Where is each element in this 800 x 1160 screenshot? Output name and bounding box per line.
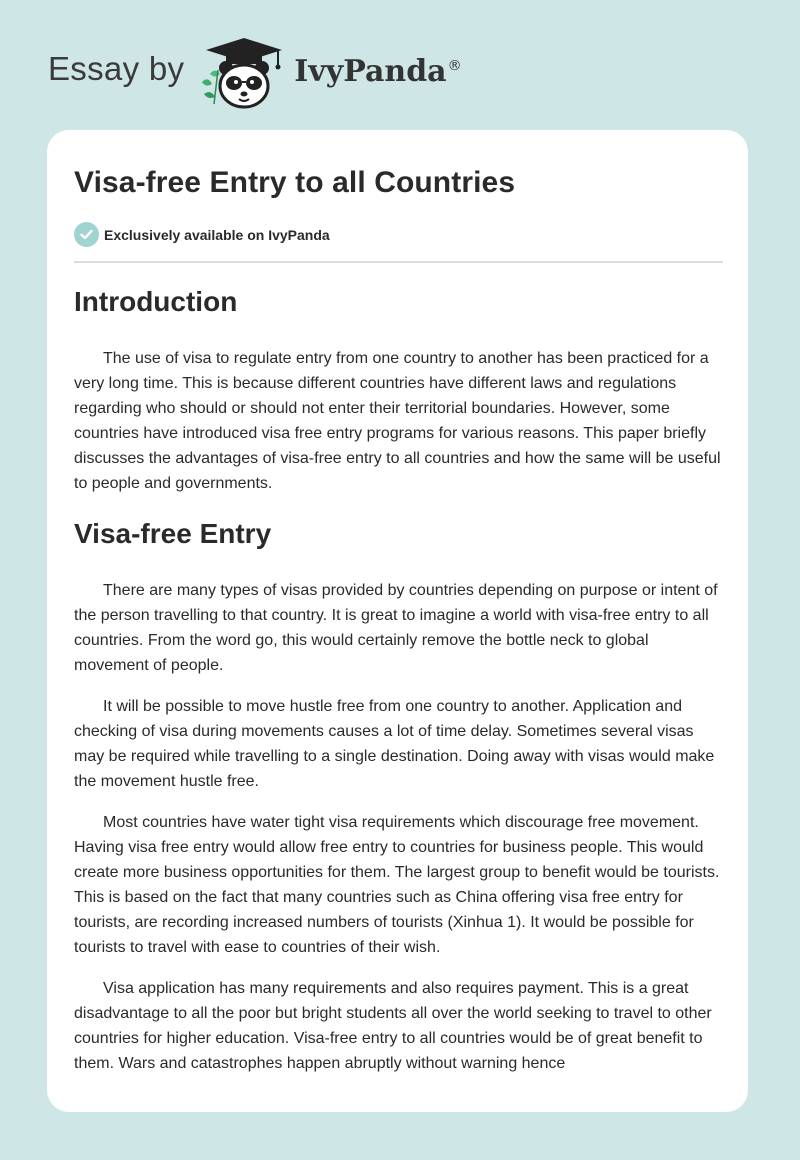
section-heading-visa-free-entry: Visa-free Entry	[74, 518, 272, 549]
paragraph: There are many types of visas provided by countries depending on purpose or intent of the person travelling to that country. It is great to imagine a world with visa-free entry to all countries. From the word go, this would certainly remove the bottle neck to global movement of people.	[74, 582, 718, 674]
paragraph: Visa application has many requirements and also requires payment. This is a great disadvantage to all the poor but bright students all over the world seeking to travel to other countries for higher education. Visa-free entry to all countries would be of great benefit to them. Wars and catastrophes happen abruptly without warning hence	[74, 980, 712, 1072]
paragraph: It will be possible to move hustle free from one country to another. Application and checking of visa during movements causes a lot of time delay. Sometimes several visas may be required while travelling to a single destination. Doing away with visas would make the movement hustle free.	[74, 698, 715, 790]
brand-name-text: IvyPanda	[294, 53, 447, 89]
panda-logo-icon[interactable]	[198, 34, 290, 110]
essay-card	[47, 130, 748, 1112]
brand-name[interactable]	[294, 54, 461, 89]
exclusive-badge	[74, 222, 330, 247]
brand-header	[48, 34, 462, 110]
paragraph: The use of visa to regulate entry from one country to another has been practiced for a very long time. This is because different countries have different laws and regulations regarding who should or should not enter their territorial boundaries. However, some countries have introduced visa free entry programs for various reasons. This paper briefly discusses the advantages of visa-free entry to all countries and how the same will be useful to people and governments.	[74, 350, 721, 492]
section-heading-introduction: Introduction	[74, 286, 238, 317]
brand-prefix: Essay by	[48, 50, 185, 87]
exclusive-text: Exclusively available on IvyPanda	[104, 226, 330, 243]
paragraph: Most countries have water tight visa requirements which discourage free movement. Having visa free entry would allow free entry to countries for business people. This would create more business opportunities for them. The largest group to benefit would be tourists. This is based on the fact that many countries such as China offering visa free entry for tourists, are recording increased numbers of tourists (Xinhua 1). It would be possible for tourists to travel with ease to countries of their wish.	[74, 814, 720, 956]
essay-content	[74, 280, 724, 1092]
registered-mark: ®	[447, 57, 462, 74]
essay-title: Visa-free Entry to all Countries	[74, 166, 516, 199]
check-icon	[74, 222, 99, 247]
title-divider	[74, 261, 723, 263]
